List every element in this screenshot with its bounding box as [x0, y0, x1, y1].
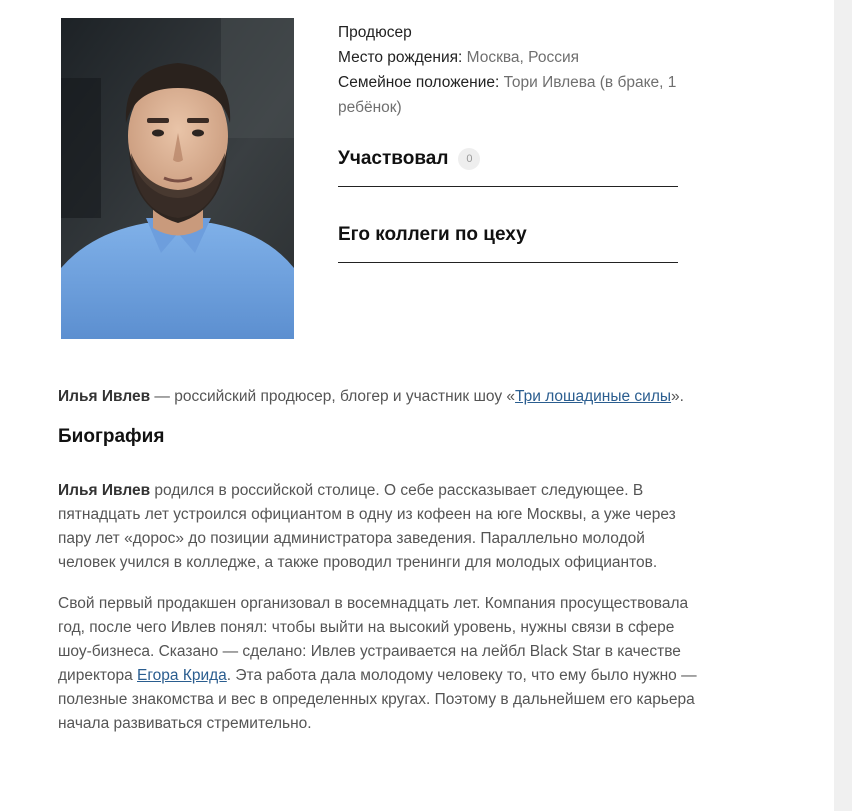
intro-paragraph	[58, 385, 698, 409]
participated-title: Участвовал	[338, 148, 449, 169]
birthplace-label: Место рождения:	[338, 49, 463, 66]
profile-role: Продюсер	[338, 24, 412, 41]
family-label: Семейное положение:	[338, 74, 500, 91]
bio-paragraph-1	[58, 479, 698, 575]
bio-paragraph-2	[58, 592, 698, 736]
profile-family	[338, 70, 683, 120]
participated-count-badge: 0	[458, 148, 480, 170]
biography-heading: Биография	[58, 426, 165, 447]
section-divider	[338, 262, 678, 263]
show-link[interactable]: Три лошадиные силы	[515, 388, 672, 405]
intro-end: ».	[671, 388, 684, 405]
profile-birthplace	[338, 45, 683, 70]
egor-creed-link[interactable]: Егора Крида	[137, 667, 227, 684]
participated-section[interactable]	[338, 148, 678, 170]
profile-photo	[61, 18, 294, 339]
birthplace-value: Москва, Россия	[462, 49, 579, 66]
profile-info	[338, 20, 683, 120]
article-body	[58, 385, 698, 736]
bio2-text-b: . Эта работа дала молодому человеку то, что ему было нужно — полезные знакомства и вес в определенных кругах. Поэтому в дальнейшем его карьера начала развиваться стремительно.	[58, 667, 697, 732]
colleagues-section[interactable]	[338, 224, 678, 246]
section-divider	[338, 186, 678, 187]
bio-name: Илья Ивлев	[58, 482, 151, 499]
family-value: Тори Ивлева (в браке, 1 ребёнок)	[338, 74, 677, 116]
bio1-text: родился в российской столице. О себе рассказывает следующее. В пятнадцать лет устроился официантом в одну из кофеен на юге Москвы, а уже через пару лет «дорос» до позиции администратора заведения. Параллельно молодой человек учился в колледже, а также проводил тренинги для молодых официантов.	[58, 482, 676, 571]
intro-text: — российский продюсер, блогер и участник шоу «	[150, 388, 516, 405]
intro-name: Илья Ивлев	[58, 388, 151, 405]
bio2-text-a: Свой первый продакшен организовал в восемнадцать лет. Компания просуществовала год, после чего Ивлев понял: чтобы выйти на высокий уровень, нужны связи в сфере шоу-бизнеса. Сказано — сделано: Ивлев устраивается на лейбл Black Star в качестве директора	[58, 595, 689, 684]
colleagues-title: Его коллеги по цеху	[338, 224, 527, 245]
